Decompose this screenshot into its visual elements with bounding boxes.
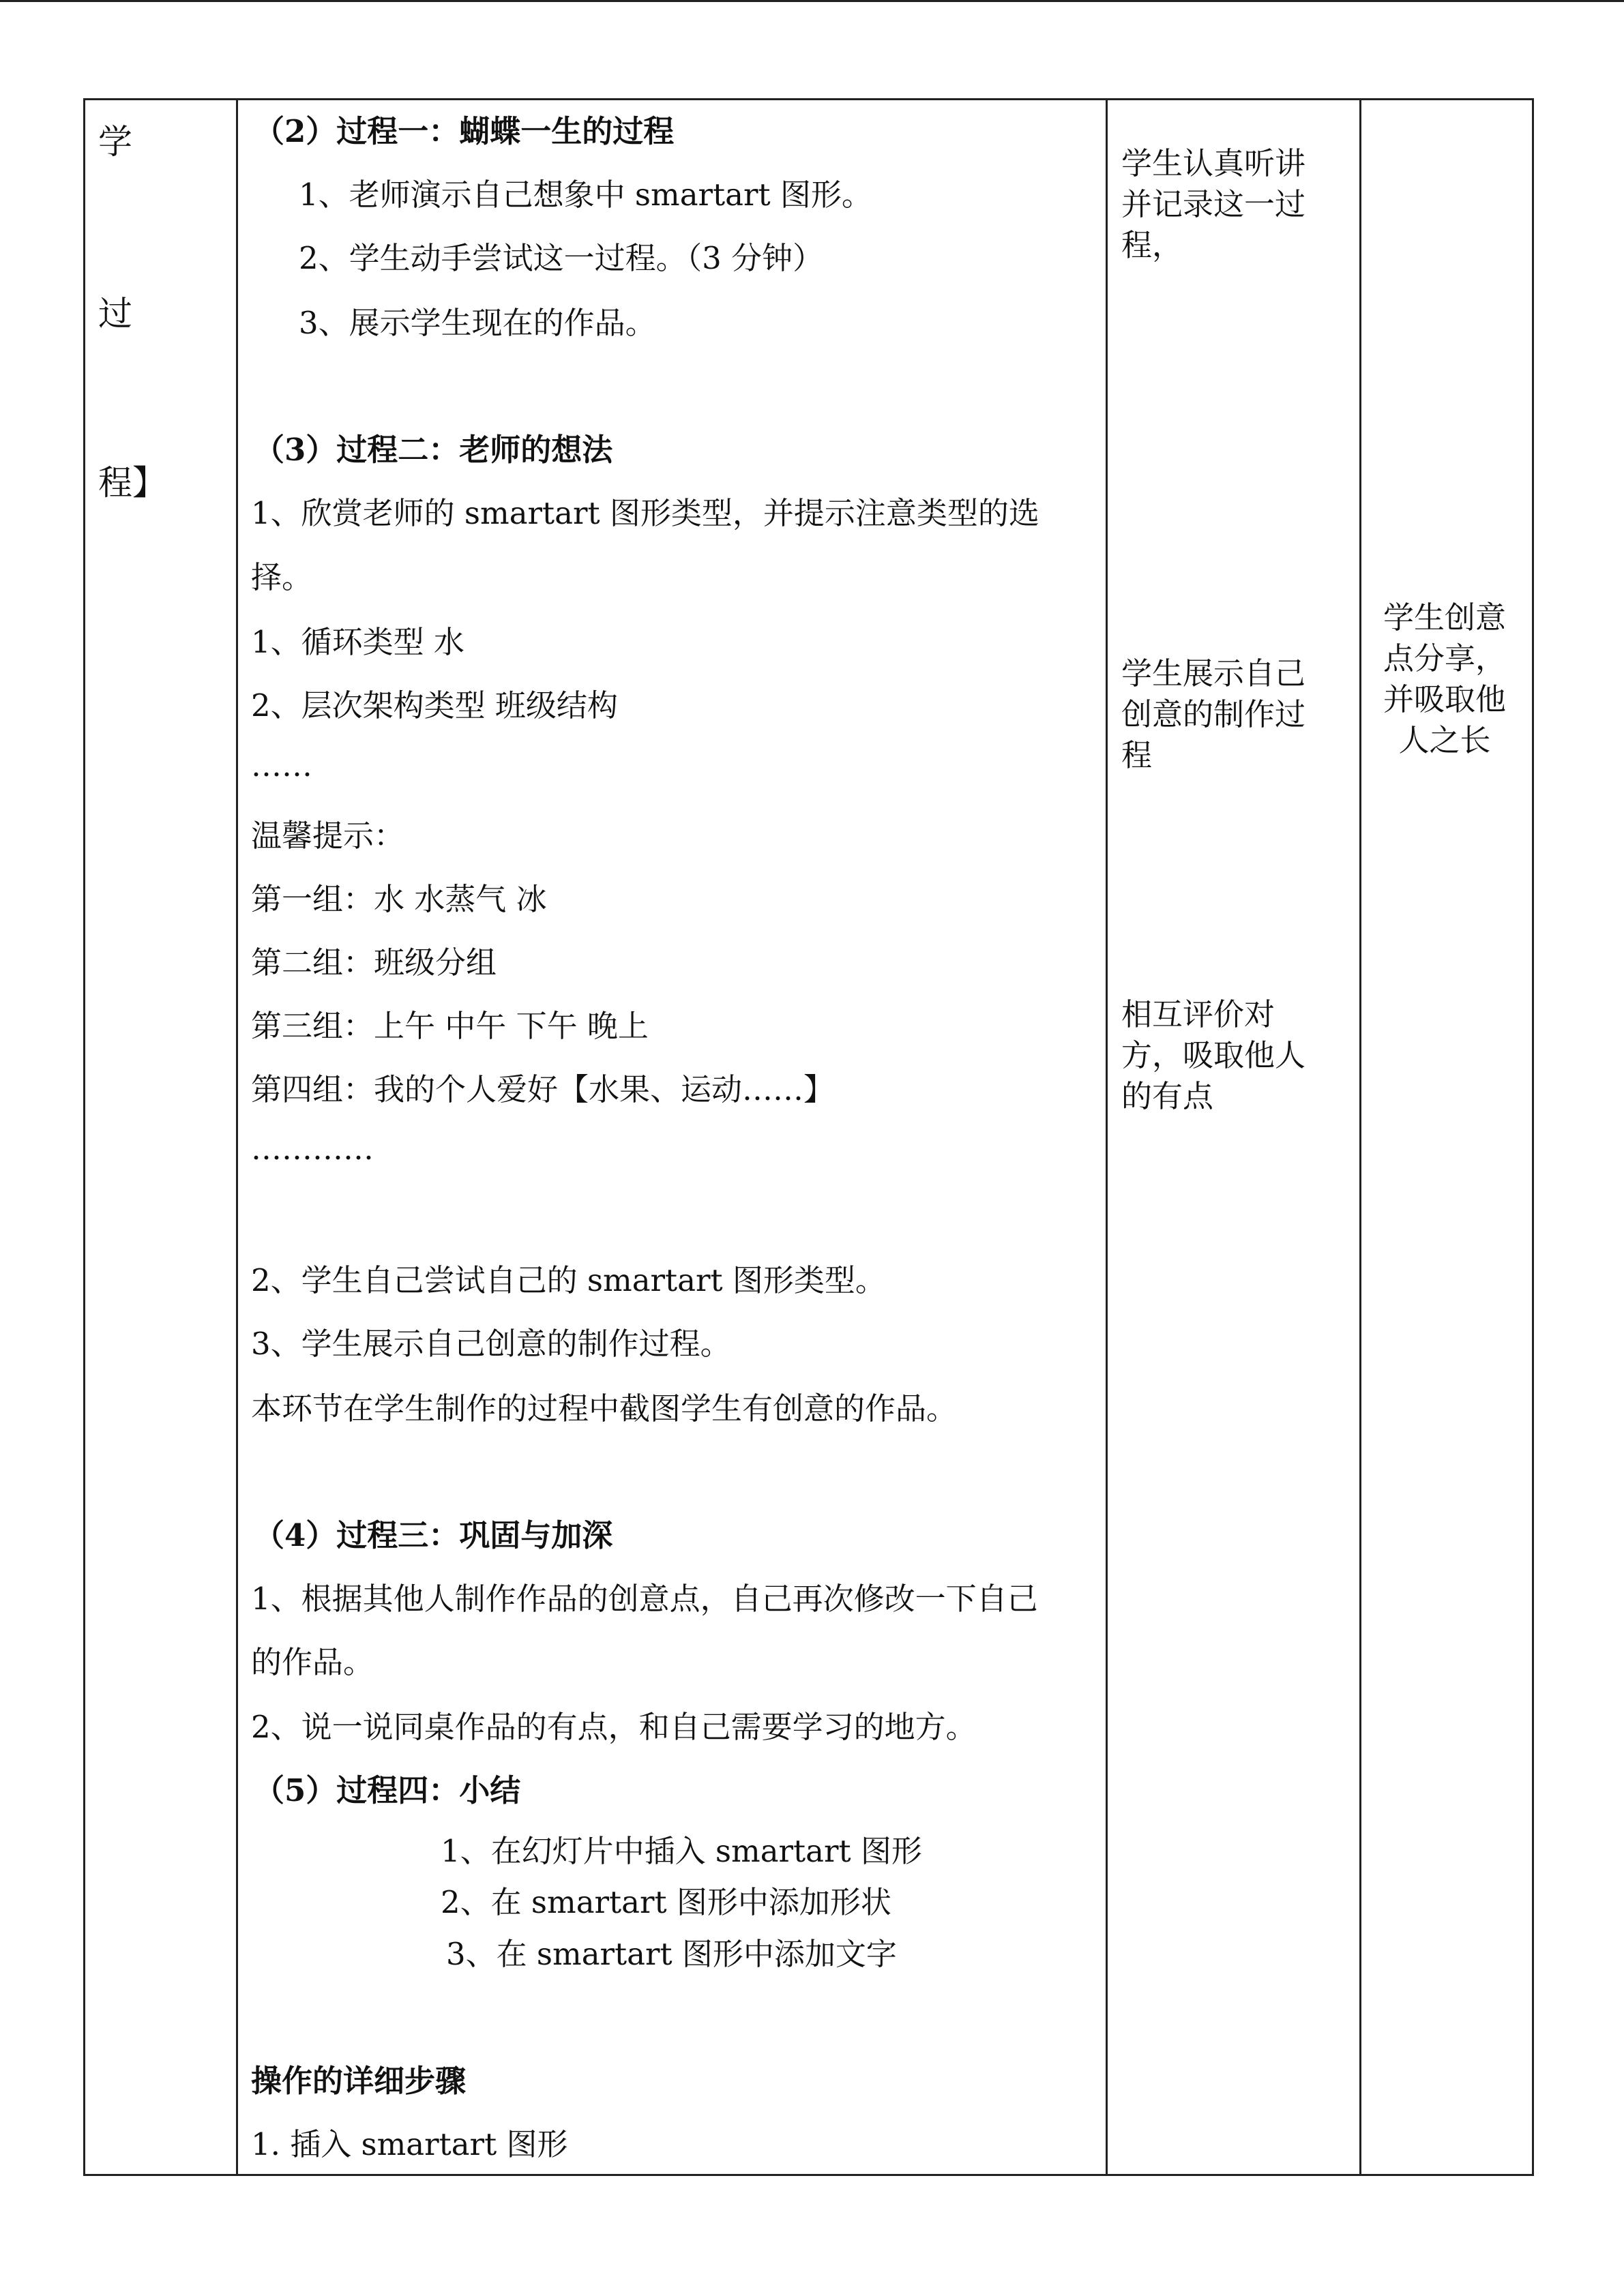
note-line: 的有点 <box>1121 1078 1214 1114</box>
column-divider-1 <box>236 100 238 2174</box>
process-3-item-cont: 的作品。 <box>251 1644 374 1680</box>
process-3-item: 1、根据其他人制作作品的创意点，自己再次修改一下自己 <box>251 1581 1038 1617</box>
stage-char-2: 过 <box>98 294 132 333</box>
group-item: 第四组：我的个人爱好【水果、运动……】 <box>251 1071 835 1107</box>
group-item: 第二组：班级分组 <box>251 944 497 981</box>
process-2-intro-cont: 择。 <box>251 559 313 595</box>
summary-item: 2、在 smartart 图形中添加形状 <box>441 1884 891 1920</box>
column-divider-3 <box>1359 100 1361 2174</box>
column-divider-2 <box>1106 100 1108 2174</box>
note-line: 人之长 <box>1398 722 1491 758</box>
note-line: 相互评价对 <box>1121 996 1275 1032</box>
smartart-type-ellipsis: …… <box>251 747 312 784</box>
process-2-note: 本环节在学生制作的过程中截图学生有创意的作品。 <box>251 1390 958 1427</box>
summary-item: 1、在幻灯片中插入 smartart 图形 <box>441 1833 922 1869</box>
student-activity-note-3 <box>1121 994 1305 1117</box>
process-1-heading: （2）过程一：蝴蝶一生的过程 <box>254 113 675 149</box>
page-top-rule <box>0 0 1624 2</box>
student-activity-note-1 <box>1121 143 1305 266</box>
process-2-step: 2、学生自己尝试自己的 smartart 图形类型。 <box>251 1262 886 1298</box>
design-intent-note <box>1361 597 1528 761</box>
note-line: 并记录这一过 <box>1121 186 1306 222</box>
note-line: 并吸取他 <box>1383 681 1506 717</box>
process-4-heading: （5）过程四：小结 <box>254 1772 521 1808</box>
group-ellipsis: ………… <box>251 1131 374 1167</box>
process-1-item: 1、老师演示自己想象中 smartart 图形。 <box>299 177 872 213</box>
group-item: 第一组：水 水蒸气 冰 <box>251 881 547 917</box>
note-line: 点分享， <box>1383 640 1506 676</box>
note-line: 创意的制作过 <box>1121 696 1306 732</box>
tip-label: 温馨提示： <box>251 818 405 854</box>
group-item: 第三组：上午 中午 下午 晚上 <box>251 1008 649 1044</box>
smartart-type-item: 2、层次架构类型 班级结构 <box>251 687 618 724</box>
student-activity-note-2 <box>1121 653 1305 776</box>
detailed-step-item: 1. 插入 smartart 图形 <box>251 2126 568 2162</box>
process-2-step: 3、学生展示自己创意的制作过程。 <box>251 1326 731 1362</box>
note-line: 学生展示自己 <box>1121 655 1306 691</box>
note-line: 学生创意 <box>1383 599 1506 636</box>
process-3-item: 2、说一说同桌作品的有点，和自己需要学习的地方。 <box>251 1709 977 1745</box>
process-1-item: 2、学生动手尝试这一过程。（3 分钟） <box>299 240 824 276</box>
note-line: 程， <box>1121 227 1183 263</box>
process-1-item: 3、展示学生现在的作品。 <box>299 305 656 341</box>
summary-item: 3、在 smartart 图形中添加文字 <box>446 1936 897 1972</box>
note-line: 方，吸取他人 <box>1121 1037 1306 1073</box>
process-3-heading: （4）过程三：巩固与加深 <box>254 1517 613 1553</box>
detailed-steps-heading: 操作的详细步骤 <box>251 2063 467 2099</box>
process-2-heading: （3）过程二：老师的想法 <box>254 432 613 468</box>
process-2-intro: 1、欣赏老师的 smartart 图形类型，并提示注意类型的选 <box>251 495 1039 531</box>
note-line: 学生认真听讲 <box>1121 145 1306 181</box>
note-line: 程 <box>1121 737 1153 773</box>
stage-char-3: 程】 <box>98 463 166 503</box>
stage-char-1: 学 <box>98 122 132 162</box>
smartart-type-item: 1、循环类型 水 <box>251 624 464 660</box>
